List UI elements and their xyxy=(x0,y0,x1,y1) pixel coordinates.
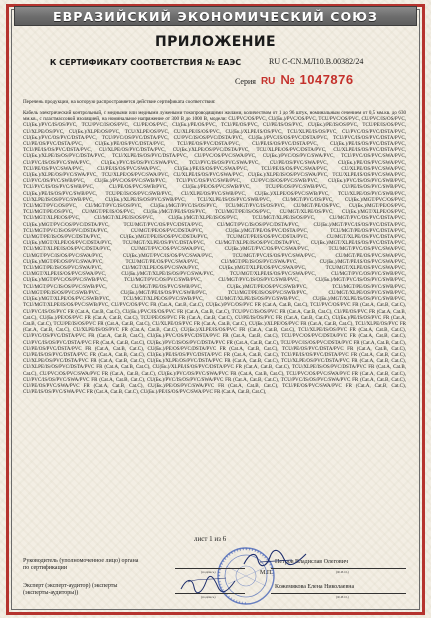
product-list-text: Кабель электрический контрольный, с медными или медными лужеными токопроводящими жилами, количеством от 1 до 96 штук, номинальным сечением от 0,5 мм.кв. до 630 мм.кв., с пластмассовой изоляцией, на номинальное напряжение от 300 В до 1000 В, модели: CU/PVC/OS/PVC, CU(Бк.)/PVC/OS/PVC, TCU/PVC/OS/PVC, CU/PVC/IS/OS/PVC, CU(Бк.)/PVC/IS/OS/PVC, TCU/PVC/IS/OS/PVC, CU/PE/OS/PVC, CU(Бк.)/PE/OS/PVC, TCU/PE/OS/PVC, CU/PE/IS/OS/PVC, CU(Бк.)/PE/IS/OS/PVC, TCU/PE/IS/OS/PVC, CU/XLPE/OS/PVC, CU(Бк.)/XLPE/OS/PVC, TCU/XLPE/OS/PVC, CU/XLPE/IS/OS/PVC, CU(Бк.)/XLPE/IS/OS/PVC, TCU/XLPE/IS/OS/PVC, CU/PVC/OS/PVC/DSTA/PVC, CU(Бк.)/PVC/OS/PVC/DSTA/PVC, TCU/PVC/OS/PVC/DSTA/PVC, CU/PVC/IS/OS/PVC/DSTA/PVC, CU(Бк.)/PVC/IS/OS/PVC/DSTA/PVC, TCU/PVC/IS/OS/PVC/DSTA/PVC, CU/PE/OS/PVC/DSTA/PVC, CU(Бк.)/PE/OS/PVC/DSTA/PVC, TCU/PE/OS/PVC/DSTA/PVC, CU/PE/IS/OS/PVC/DSTA/PVC, CU(Бк.)/PE/IS/OS/PVC/DSTA/PVC, TCU/PE/IS/OS/PVC/DSTA/PVC, CU/XLPE/OS/PVC/DSTA/PVC, CU(Бк.)/XLPE/OS/PVC/DSTA/PVC, TCU/XLPE/OS/PVC/DSTA/PVC, CU/XLPE/IS/OS/PVC/DSTA/PVC, CU(Бк.)/XLPE/IS/OS/PVC/DSTA/PVC, TCU/XLPE/IS/OS/PVC/DSTA/PVC, CU/PVC/OS/PVC/SWA/PVC, CU(Бк.)/PVC/OS/PVC/SWA/PVC, TCU/PVC/OS/PVC/SWA/PVC, CU/PVC/IS/OS/PVC/SWA/PVC, CU(Бк.)/PVC/IS/OS/PVC/SWA/PVC, TCU/PVC/IS/OS/PVC/SWA/PVC, CU/PE/OS/PVC/SWA/PVC, CU(Бк.)/PE/OS/PVC/SWA/PVC, TCU/PE/OS/PVC/SWA/PVC, CU/PE/IS/OS/PVC/SWA/PVC, CU(Бк.)/PE/IS/OS/PVC/SWA/PVC, TCU/PE/IS/OS/PVC/SWA/PVC, CU/XLPE/OS/PVC/SWA/PVC, CU(Бк.)/XLPE/OS/PVC/SWA/PVC, TCU/XLPE/OS/PVC/SWA/PVC, CU/XLPE/IS/OS/PVC/SWA/PVC, CU(Бк.)/XLPE/IS/OS/PVC/SWA/PVC, TCU/XLPE/IS/OS/PVC/SWA/PVC, CU/PVC/OS/PVC/SWB/PVC, CU(Бк.)/PVC/OS/PVC/SWB/PVC, TCU/PVC/OS/PVC/SWB/PVC, CU/PVC/IS/OS/PVC/SWB/PVC, CU(Бк.)/PVC/IS/OS/PVC/SWB/PVC, TCU/PVC/IS/OS/PVC/SWB/PVC, CU/PE/OS/PVC/SWB/PVC, CU(Бк.)/PE/OS/PVC/SWB/PVC, TCU/PE/OS/PVC/SWB/PVC, CU/PE/IS/OS/PVC/SWB/PVC, CU(Бк.)/PE/IS/OS/PVC/SWB/PVC, TCU/PE/IS/OS/PVC/SWB/PVC, CU/XLPE/OS/PVC/SWB/PVC, CU(Бк.)/XLPE/OS/PVC/SWB/PVC, TCU/XLPE/OS/PVC/SWB/PVC, CU/XLPE/IS/OS/PVC/SWB/PVC, CU(Бк.)/XLPE/IS/OS/PVC/SWB/PVC, TCU/XLPE/IS/OS/PVC/SWB/PVC, CU/MGT/PVC/OS/PVC, CU(Бк.)/MGT/PVC/OS/PVC, TCU/MGT/PVC/OS/PVC, CU/MGT/PVC/IS/OS/PVC, CU(Бк.)/MGT/PVC/IS/OS/PVC, TCU/MGT/PVC/IS/OS/PVC, CU/MGT/PE/OS/PVC, CU(Бк.)/MGT/PE/OS/PVC, TCU/MGT/PE/OS/PVC, CU/MGT/PE/IS/OS/PVC, CU(Бк.)/MGT/PE/IS/OS/PVC, TCU/MGT/PE/IS/OS/PVC, CU/MGT/XLPE/OS/PVC, CU(Бк.)/MGT/XLPE/OS/PVC, TCU/MGT/XLPE/OS/PVC, CU/MGT/XLPE/IS/OS/PVC, CU(Бк.)/MGT/XLPE/IS/OS/PVC, TCU/MGT/XLPE/IS/OS/PVC, CU/MGT/PVC/OS/PVC/DSTA/PVC, CU(Бк.)/MGT/PVC/OS/PVC/DSTA/PVC, TCU/MGT/PVC/OS/PVC/DSTA/PVC, CU/MGT/PVC/IS/OS/PVC/DSTA/PVC, CU(Бк.)/MGT/PVC/IS/OS/PVC/DSTA/PVC, TCU/MGT/PVC/IS/OS/PVC/DSTA/PVC, CU/MGT/PE/OS/PVC/DSTA/PVC, CU(Бк.)/MGT/PE/OS/PVC/DSTA/PVC, TCU/MGT/PE/OS/PVC/DSTA/PVC, CU/MGT/PE/IS/OS/PVC/DSTA/PVC, CU(Бк.)/MGT/PE/IS/OS/PVC/DSTA/PVC, TCU/MGT/PE/IS/OS/PVC/DSTA/PVC, CU/MGT/XLPE/OS/PVC/DSTA/PVC, CU(Бк.)/MGT/XLPE/OS/PVC/DSTA/PVC, TCU/MGT/XLPE/OS/PVC/DSTA/PVC, CU/MGT/XLPE/IS/OS/PVC/DSTA/PVC, CU(Бк.)/MGT/XLPE/IS/OS/PVC/DSTA/PVC, TCU/MGT/XLPE/IS/OS/PVC/DSTA/PVC, CU/MGT/PVC/OS/PVC/SWA/PVC, CU(Бк.)/MGT/PVC/OS/PVC/SWA/PVC, TCU/MGT/PVC/OS/PVC/SWA/PVC, CU/MGT/PVC/IS/OS/PVC/SWA/PVC, CU(Бк.)/MGT/PVC/IS/OS/PVC/SWA/PVC, TCU/MGT/PVC/IS/OS/PVC/SWA/PVC, CU/MGT/PE/OS/PVC/SWA/PVC, CU(Бк.)/MGT/PE/OS/PVC/SWA/PVC, TCU/MGT/PE/OS/PVC/SWA/PVC, CU/MGT/PE/IS/OS/PVC/SWA/PVC, CU(Бк.)/MGT/PE/IS/OS/PVC/SWA/PVC, TCU/MGT/PE/IS/OS/PVC/SWA/PVC, CU/MGT/XLPE/OS/PVC/SWA/PVC, CU(Бк.)/MGT/XLPE/OS/PVC/SWA/PVC, TCU/MGT/XLPE/OS/PVC/SWA/PVC, CU/MGT/XLPE/IS/OS/PVC/SWA/PVC, CU(Бк.)/MGT/XLPE/IS/OS/PVC/SWA/PVC, TCU/MGT/XLPE/IS/OS/PVC/SWA/PVC, CU/MGT/PVC/OS/PVC/SWB/PVC, CU(Бк.)/MGT/PVC/OS/PVC/SWB/PVC, TCU/MGT/PVC/OS/PVC/SWB/PVC, CU/MGT/PVC/IS/OS/PVC/SWB/PVC, CU(Бк.)/MGT/PVC/IS/OS/PVC/SWB/PVC, TCU/MGT/PVC/IS/OS/PVC/SWB/PVC, CU/MGT/PE/OS/PVC/SWB/PVC, CU(Бк.)/MGT/PE/OS/PVC/SWB/PVC, TCU/MGT/PE/OS/PVC/SWB/PVC, CU/MGT/PE/IS/OS/PVC/SWB/PVC, CU(Бк.)/MGT/PE/IS/OS/PVC/SWB/PVC, TCU/MGT/PE/IS/OS/PVC/SWB/PVC, CU/MGT/XLPE/OS/PVC/SWB/PVC, CU(Бк.)/MGT/XLPE/OS/PVC/SWB/PVC, TCU/MGT/XLPE/OS/PVC/SWB/PVC, CU/MGT/XLPE/IS/OS/PVC/SWB/PVC, CU(Бк.)/MGT/XLPE/IS/OS/PVC/SWB/PVC, TCU/MGT/XLPE/IS/OS/PVC/SWB/PVC, CU/PVC/OS/PVC FR (Cat.A, Cat.B, Cat.C), CU(Бк.)/PVC/OS/PVC FR (Cat.A, Cat.B, Cat.C), TCU/PVC/OS/PVC FR (Cat.A, Cat.B, Cat.C), CU/PVC/IS/OS/PVC FR (Cat.A, Cat.B, Cat.C), CU(Бк.)/PVC/IS/OS/PVC FR (Cat.A, Cat.B, Cat.C), TCU/PVC/IS/OS/PVC FR (Cat.A, Cat.B, Cat.C), CU/PE/OS/PVC FR (Cat.A, Cat.B, Cat.C), CU(Бк.)/PE/OS/PVC FR (Cat.A, Cat.B, Cat.C), TCU/PE/OS/PVC FR (Cat.A, Cat.B, Cat.C), CU/PE/IS/OS/PVC FR (Cat.A, Cat.B, Cat.C), CU(Бк.)/PE/IS/OS/PVC FR (Cat.A, Cat.B, Cat.C), TCU/PE/IS/OS/PVC FR (Cat.A, Cat.B, Cat.C), CU/XLPE/OS/PVC FR (Cat.A, Cat.B, Cat.C), CU(Бк.)/XLPE/OS/PVC FR (Cat.A, Cat.B, Cat.C), TCU/XLPE/OS/PVC FR (Cat.A, Cat.B, Cat.C), CU/XLPE/IS/OS/PVC FR (Cat.A, Cat.B, Cat.C), CU(Бк.)/XLPE/IS/OS/PVC FR (Cat.A, Cat.B, Cat.C), TCU/XLPE/IS/OS/PVC FR (Cat.A, Cat.B, Cat.C), CU/PVC/OS/PVC/DSTA/PVC FR (Cat.A, Cat.B, Cat.C), CU(Бк.)/PVC/OS/PVC/DSTA/PVC FR (Cat.A, Cat.B, Cat.C), TCU/PVC/OS/PVC/DSTA/PVC FR (Cat.A, Cat.B, Cat.C), CU/PVC/IS/OS/PVC/DSTA/PVC FR (Cat.A, Cat.B, Cat.C), CU(Бк.)/PVC/IS/OS/PVC/DSTA/PVC FR (Cat.A, Cat.B, Cat.C), TCU/PVC/IS/OS/PVC/DSTA/PVC FR (Cat.A, Cat.B, Cat.C), CU/PE/OS/PVC/DSTA/PVC FR (Cat.A, Cat.B, Cat.C), CU(Бк.)/PE/OS/PVC/DSTA/PVC FR (Cat.A, Cat.B, Cat.C), TCU/PE/OS/PVC/DSTA/PVC FR (Cat.A, Cat.B, Cat.C), CU/PE/IS/OS/PVC/DSTA/PVC FR (Cat.A, Cat.B, Cat.C), CU(Бк.)/PE/IS/OS/PVC/DSTA/PVC FR (Cat.A, Cat.B, Cat.C), TCU/PE/IS/OS/PVC/DSTA/PVC FR (Cat.A, Cat.B, Cat.C), CU/XLPE/OS/PVC/DSTA/PVC FR (Cat.A, Cat.B, Cat.C), CU(Бк.)/XLPE/OS/PVC/DSTA/PVC FR (Cat.A, Cat.B, Cat.C), TCU/XLPE/OS/PVC/DSTA/PVC FR (Cat.A, Cat.B, Cat.C), CU/XLPE/IS/OS/PVC/DSTA/PVC FR (Cat.A, Cat.B, Cat.C), CU(Бк.)/XLPE/IS/OS/PVC/DSTA/PVC FR (Cat.A, Cat.B, Cat.C), TCU/XLPE/IS/OS/PVC/DSTA/PVC FR (Cat.A, Cat.B, Cat.C), CU/PVC/OS/PVC/SWA/PVC FR (Cat.A, Cat.B, Cat.C), CU(Бк.)/PVC/OS/PVC/SWA/PVC FR (Cat.A, Cat.B, Cat.C), TCU/PVC/OS/PVC/SWA/PVC FR (Cat.A, Cat.B, Cat.C), CU/PVC/IS/OS/PVC/SWA/PVC FR (Cat.A, Cat.B, Cat.C), CU(Бк.)/PVC/IS/OS/PVC/SWA/PVC FR (Cat.A, Cat.B, Cat.C), TCU/PVC/IS/OS/PVC/SWA/PVC FR (Cat.A, Cat.B, Cat.C), CU/PE/OS/PVC/SWA/PVC FR (Cat.A, Cat.B, Cat.C), CU(Бк.)/PE/OS/PVC/SWA/PVC FR (Cat.A, Cat.B, Cat.C), TCU/PE/OS/PVC/SWA/PVC FR (Cat.A, Cat.B, Cat.C), CU/PE/IS/OS/PVC/SWA/PVC FR (Cat.A, Cat.B, Cat.C), CU(Бк.)/PE/IS/OS/PVC/SWA/PVC FR (Cat.A, Cat.B, Cat.C), xyxy=(23,110,406,396)
product-list-lead: Перечень продукции, на которую распространяется действие сертификата соответствия: xyxy=(23,99,216,105)
sheet-number: лист 1 из 6 xyxy=(194,535,227,543)
head-name-caption: (Ф.И.О.) xyxy=(336,570,349,574)
blank-number: № 1047876 xyxy=(280,72,354,87)
certificate-number: RU С-CN.МЛ10.В.00382/24 xyxy=(269,57,364,66)
expert-name-line xyxy=(271,593,406,594)
union-name-header: ЕВРАЗИЙСКИЙ ЭКОНОМИЧЕСКИЙ СОЮЗ xyxy=(52,8,379,24)
series-code: RU xyxy=(260,76,276,87)
head-signature-caption: (подпись) xyxy=(201,570,216,574)
certificate-subtitle-text: К СЕРТИФИКАТУ СООТВЕТСТВИЯ № ЕАЭС xyxy=(49,58,242,67)
head-label: Руководитель (уполномоченное лицо) органа по сертификации xyxy=(23,558,139,571)
series-label: Серия xyxy=(235,77,256,86)
expert-signature-caption: (подпись) xyxy=(201,595,216,599)
header-band xyxy=(14,6,417,26)
series-row xyxy=(235,72,354,87)
appendix-title: ПРИЛОЖЕНИЕ xyxy=(155,34,276,50)
expert-label: Эксперт (эксперт-аудитор) (эксперты (эксперты-аудиторы)) xyxy=(23,583,118,596)
head-handwritten-signature xyxy=(240,548,310,570)
head-signature-line xyxy=(175,568,245,569)
expert-handwritten-signature xyxy=(178,574,238,596)
head-name: Петров Владислав Олегович xyxy=(275,559,348,565)
expert-name: Кожемякова Елена Николаевна xyxy=(275,584,355,590)
stamp-mark: М.П. xyxy=(260,570,273,576)
expert-name-caption: (Ф.И.О.) xyxy=(336,595,349,599)
